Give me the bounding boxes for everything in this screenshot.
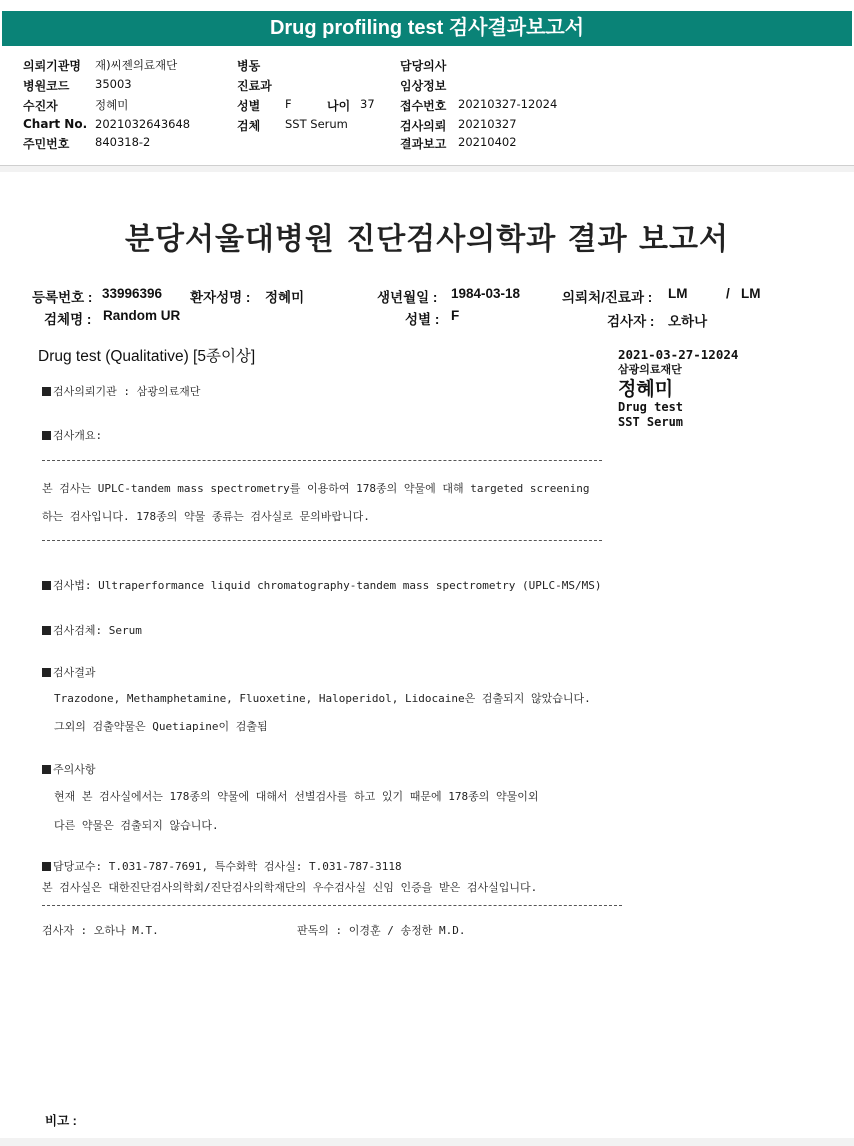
test-name: Drug test (Qualitative) [5종이상] xyxy=(38,348,256,365)
dept-value-1: LM xyxy=(668,286,688,301)
clinical-info-label: 임상정보 xyxy=(400,79,447,93)
tester-signature: 검사자 : 오하나 M.T. xyxy=(42,924,159,937)
specimen-value: SST Serum xyxy=(285,117,348,131)
dob-label: 생년월일 : xyxy=(377,290,438,305)
doctor-label: 담당의사 xyxy=(400,59,447,73)
square-bullet-icon xyxy=(42,581,51,590)
result-heading: 검사결과 xyxy=(42,664,96,680)
dept-value-2: LM xyxy=(741,286,761,301)
square-bullet-icon xyxy=(42,387,51,396)
certification-line: 본 검사실은 대한진단검사의학회/진단검사의학재단의 우수검사실 신임 인증을 받은 검사실입니다. xyxy=(42,881,538,894)
accession-value: 20210327-12024 xyxy=(458,97,558,111)
overview-line-2: 하는 검사입니다. 178종의 약물 종류는 검사실로 문의바랍니다. xyxy=(42,510,370,523)
hospital-code-label: 병원코드 xyxy=(23,79,70,93)
header-title: Drug profiling test 검사결과보고서 xyxy=(2,11,852,46)
request-date-label: 검사의뢰 xyxy=(400,119,447,133)
dept-label: 의뢰처/진료과 : xyxy=(562,290,653,305)
patient-label: 수진자 xyxy=(23,99,58,113)
report-date-value: 20210402 xyxy=(458,135,517,149)
specimen-name-label: 검체명 : xyxy=(44,312,92,327)
square-bullet-icon xyxy=(42,862,51,871)
label-accession: 2021-03-27-12024 xyxy=(618,347,739,362)
remarks-label: 비고 : xyxy=(45,1114,77,1128)
report-header-panel xyxy=(0,0,854,166)
dept-separator: / xyxy=(726,286,730,301)
specimen-label: 검체 xyxy=(237,119,261,133)
result-line-1: Trazodone, Methamphetamine, Fluoxetine, Haloperidol, Lidocaine은 검출되지 않았습니다. xyxy=(54,692,591,705)
report-title: 분당서울대병원 진단검사의학과 결과 보고서 xyxy=(125,222,729,257)
label-specimen: SST Serum xyxy=(618,415,684,429)
caution-line-2: 다른 약물은 검출되지 않습니다. xyxy=(54,819,219,832)
tester-value: 오하나 xyxy=(668,314,708,329)
patient-info-header xyxy=(0,55,854,155)
overview-line-1: 본 검사는 UPLC-tandem mass spectrometry를 이용하여 178종의 약물에 대해 targeted screening xyxy=(42,482,590,495)
hospital-code-value: 35003 xyxy=(95,77,132,91)
caution-heading: 주의사항 xyxy=(42,761,96,777)
patient-value: 정혜미 xyxy=(95,98,129,112)
square-bullet-icon xyxy=(42,431,51,440)
specimen-name-value: Random UR xyxy=(103,308,181,323)
divider xyxy=(42,460,602,461)
sex-value: F xyxy=(451,308,460,323)
sex-value: F xyxy=(285,97,292,111)
accession-label: 접수번호 xyxy=(400,99,447,113)
sex-label: 성별 : xyxy=(405,312,440,327)
patient-name-label: 환자성명 : xyxy=(190,290,251,305)
tester-label: 검사자 : xyxy=(607,314,655,329)
reader-signature: 판독의 : 이경훈 / 송정한 M.D. xyxy=(297,924,466,937)
square-bullet-icon xyxy=(42,765,51,774)
patient-name-value: 정혜미 xyxy=(265,290,305,305)
square-bullet-icon xyxy=(42,626,51,635)
square-bullet-icon xyxy=(42,668,51,677)
reg-no-value: 33996396 xyxy=(102,286,163,301)
institution-line: 검사의뢰기관 : 삼광의료재단 xyxy=(42,383,200,399)
label-patient: 정혜미 xyxy=(618,378,674,400)
overview-heading: 검사개요: xyxy=(42,427,102,443)
age-value: 37 xyxy=(360,97,375,111)
label-test: Drug test xyxy=(618,400,684,414)
dept-label: 진료과 xyxy=(237,79,272,93)
divider xyxy=(42,540,602,541)
institution-value: 재)씨젠의료재단 xyxy=(95,58,178,72)
method-line: 검사법: Ultraperformance liquid chromatography-tandem mass spectrometry (UPLC-MS/MS) xyxy=(42,577,601,593)
sex-label: 성별 xyxy=(237,99,261,113)
report-date-label: 결과보고 xyxy=(400,137,447,151)
result-line-2: 그외의 검출약물은 Quetiapine이 검출됨 xyxy=(54,720,268,733)
institution-label: 의뢰기관명 xyxy=(23,59,81,73)
resident-no-label: 주민번호 xyxy=(23,137,70,151)
contact-line: 담당교수: T.031-787-7691, 특수화학 검사실: T.031-787-3118 xyxy=(42,858,402,874)
reg-no-label: 등록번호 : xyxy=(32,290,93,305)
caution-line-1: 현재 본 검사실에서는 178종의 약물에 대해서 선별검사를 하고 있기 때문에 178종의 약물이외 xyxy=(54,790,539,803)
divider xyxy=(42,905,622,906)
chart-no-value: 2021032643648 xyxy=(95,117,191,131)
specimen-line: 검사검체: Serum xyxy=(42,622,142,638)
chart-no-label: Chart No. xyxy=(23,117,88,131)
label-institution: 삼광의료재단 xyxy=(618,363,682,376)
ward-label: 병동 xyxy=(237,59,261,73)
resident-no-value: 840318-2 xyxy=(95,135,151,149)
age-label: 나이 xyxy=(327,99,351,113)
dob-value: 1984-03-18 xyxy=(451,286,521,301)
scanned-report-page xyxy=(0,172,854,1138)
request-date-value: 20210327 xyxy=(458,117,517,131)
